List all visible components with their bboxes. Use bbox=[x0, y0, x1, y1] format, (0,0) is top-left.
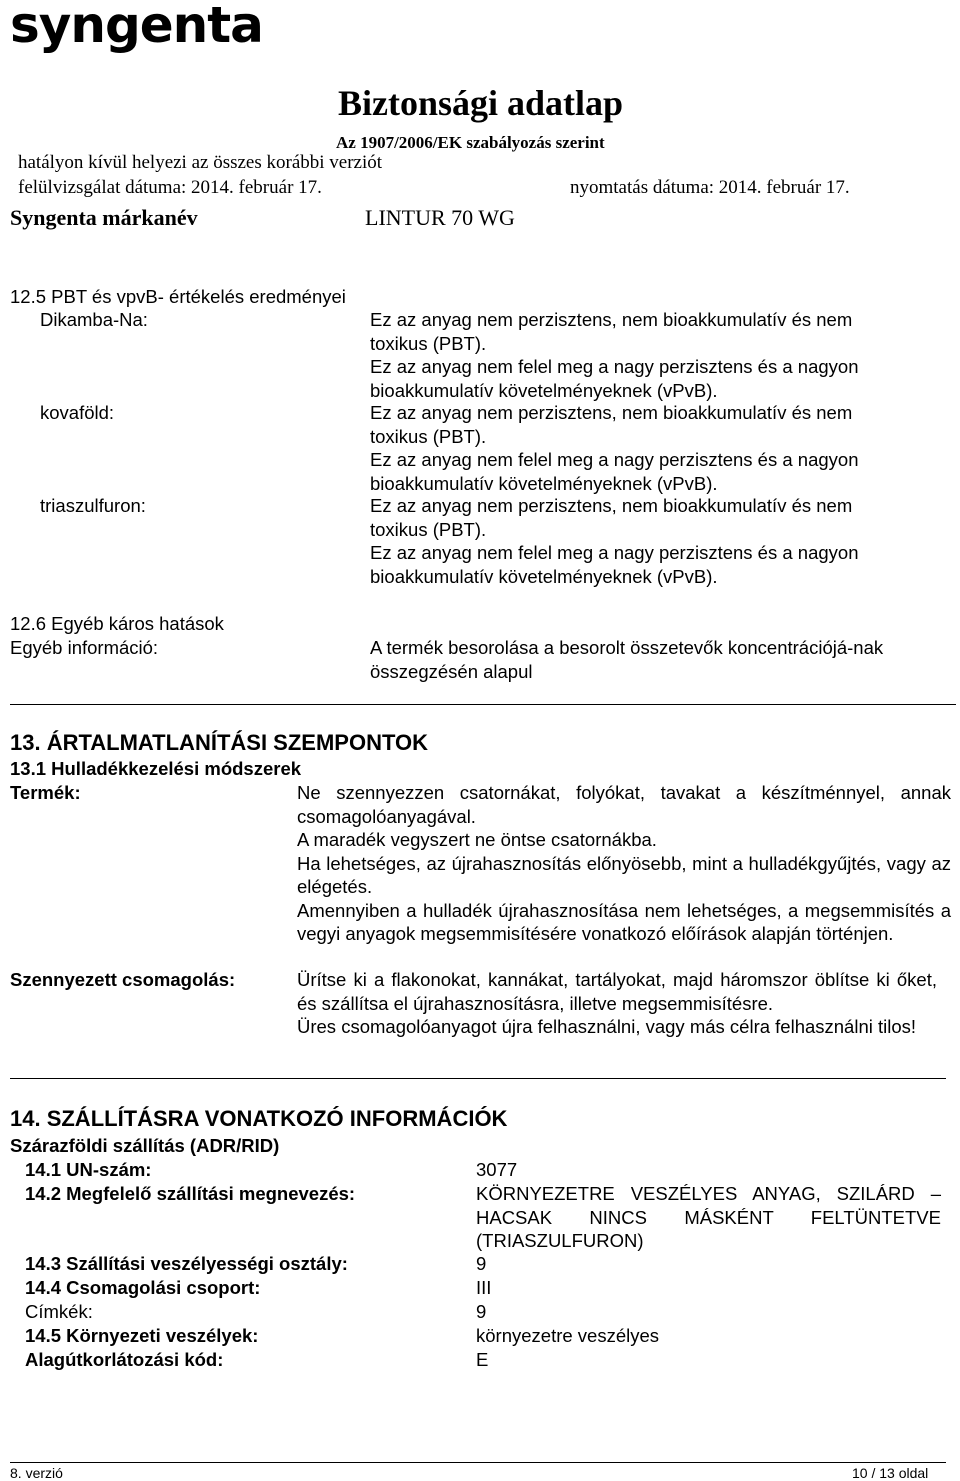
footer-divider bbox=[10, 1462, 946, 1463]
hazard-class-label: 14.3 Szállítási veszélyességi osztály: bbox=[25, 1253, 348, 1274]
substance-label: Dikamba-Na: bbox=[40, 309, 148, 330]
substance-label: kovaföld: bbox=[40, 402, 115, 423]
disposal-paragraph: Ne szennyezzen csatornákat, folyókat, tavakat a készítménnyel, annak csomagolóanyagával. bbox=[297, 782, 951, 827]
other-info-label: Egyéb információ: bbox=[10, 637, 159, 658]
substance-assessment bbox=[370, 494, 858, 588]
packaging-label: Szennyezett csomagolás: bbox=[10, 969, 236, 990]
un-number-value: 3077 bbox=[476, 1159, 518, 1180]
assessment-line: toxikus (PBT). bbox=[370, 425, 487, 447]
product-name: LINTUR 70 WG bbox=[365, 205, 515, 230]
substance-label: triaszulfuron: bbox=[40, 495, 146, 516]
substance-assessment bbox=[370, 308, 858, 402]
hazard-class-value: 9 bbox=[476, 1253, 487, 1274]
other-info-text bbox=[370, 636, 883, 683]
other-info-line: A termék besorolása a besorolt összetevők koncentrációjá-nak bbox=[370, 637, 884, 658]
section-12-5-heading: 12.5 PBT és vpvB- értékelés eredményei bbox=[10, 286, 346, 307]
section-14-heading: 14. SZÁLLÍTÁSRA VONATKOZÓ INFORMÁCIÓK bbox=[10, 1106, 508, 1131]
disposal-paragraph: A maradék vegyszert ne öntse csatornákba. bbox=[297, 829, 657, 850]
packing-group-label: 14.4 Csomagolási csoport: bbox=[25, 1277, 261, 1298]
disposal-paragraph: Ha lehetséges, az újrahasznosítás előnyösebb, mint a hulladékgyűjtés, vagy az elégetés. bbox=[297, 852, 951, 897]
supersedes-note: hatályon kívül helyezi az összes korábbi verziót bbox=[18, 152, 383, 173]
disposal-paragraph: Amennyiben a hulladék újrahasznosítása nem lehetséges, a megsemmisítés a vegyi anyagok megsemmisítésére vonatkozó előírások alapján történjen. bbox=[297, 899, 951, 944]
packaging-paragraph: Ürítse ki a flakonokat, kannákat, tartályokat, majd háromszor öblítse ki őket, és szállítsa el újrahasznosításra, illetve megsemmisítésre. bbox=[297, 969, 937, 1014]
packaging-paragraph: Üres csomagolóanyagot újra felhasználni, vagy más célra felhasználni tilos! bbox=[297, 1016, 917, 1037]
assessment-line: bioakkumulatív követelményeknek (vPvB). bbox=[370, 565, 718, 587]
section-13-1-heading: 13.1 Hulladékkezelési módszerek bbox=[10, 758, 302, 779]
assessment-line: Ez az anyag nem felel meg a nagy perzisztens és a nagyon bbox=[370, 356, 859, 377]
document-title: Biztonsági adatlap bbox=[338, 83, 624, 123]
shipping-name-value: KÖRNYEZETRE VESZÉLYES ANYAG, SZILÁRD – HACSAK NINCS MÁSKÉNT FELTÜNTETVE (TRIASZULFURON) bbox=[476, 1183, 941, 1251]
assessment-line: Ez az anyag nem perzisztens, nem bioakkumulatív és nem bbox=[370, 495, 853, 516]
page-number: 10 / 13 oldal bbox=[852, 1465, 929, 1481]
divider bbox=[10, 1078, 946, 1079]
labels-value: 9 bbox=[476, 1301, 487, 1322]
tunnel-code-value: E bbox=[476, 1349, 489, 1370]
product-disposal-text bbox=[297, 781, 951, 946]
un-number-label: 14.1 UN-szám: bbox=[25, 1159, 152, 1180]
assessment-line: Ez az anyag nem perzisztens, nem bioakkumulatív és nem bbox=[370, 402, 853, 423]
section-13-heading: 13. ÁRTALMATLANÍTÁSI SZEMPONTOK bbox=[10, 730, 428, 755]
regulation-note: Az 1907/2006/EK szabályozás szerint bbox=[336, 133, 605, 152]
assessment-line: toxikus (PBT). bbox=[370, 518, 487, 540]
land-transport-heading: Szárazföldi szállítás (ADR/RID) bbox=[10, 1135, 280, 1156]
section-12-6-heading: 12.6 Egyéb káros hatások bbox=[10, 613, 224, 634]
packaging-disposal-text bbox=[297, 968, 937, 1039]
assessment-line: Ez az anyag nem felel meg a nagy perzisztens és a nagyon bbox=[370, 449, 859, 470]
shipping-name-label: 14.2 Megfelelő szállítási megnevezés: bbox=[25, 1183, 356, 1204]
print-date: nyomtatás dátuma: 2014. február 17. bbox=[570, 177, 850, 198]
labels-label: Címkék: bbox=[25, 1301, 93, 1322]
brand-label: Syngenta márkanév bbox=[10, 205, 198, 230]
assessment-line: bioakkumulatív követelményeknek (vPvB). bbox=[370, 379, 718, 401]
environmental-hazards-value: környezetre veszélyes bbox=[476, 1325, 660, 1346]
environmental-hazards-label: 14.5 Környezeti veszélyek: bbox=[25, 1325, 259, 1346]
product-label: Termék: bbox=[10, 782, 81, 803]
assessment-line: Ez az anyag nem felel meg a nagy perzisztens és a nagyon bbox=[370, 542, 859, 563]
assessment-line: bioakkumulatív követelményeknek (vPvB). bbox=[370, 472, 718, 494]
syngenta-logo: syngenta bbox=[10, 0, 263, 54]
revision-date: felülvizsgálat dátuma: 2014. február 17. bbox=[18, 177, 322, 198]
substance-assessment bbox=[370, 401, 858, 495]
packing-group-value: III bbox=[476, 1277, 492, 1298]
version-label: 8. verzió bbox=[10, 1465, 63, 1481]
other-info-line: összegzésén alapul bbox=[370, 660, 533, 682]
assessment-line: Ez az anyag nem perzisztens, nem bioakkumulatív és nem bbox=[370, 309, 853, 330]
assessment-line: toxikus (PBT). bbox=[370, 332, 487, 354]
divider bbox=[10, 704, 956, 705]
tunnel-code-label: Alagútkorlátozási kód: bbox=[25, 1349, 224, 1370]
